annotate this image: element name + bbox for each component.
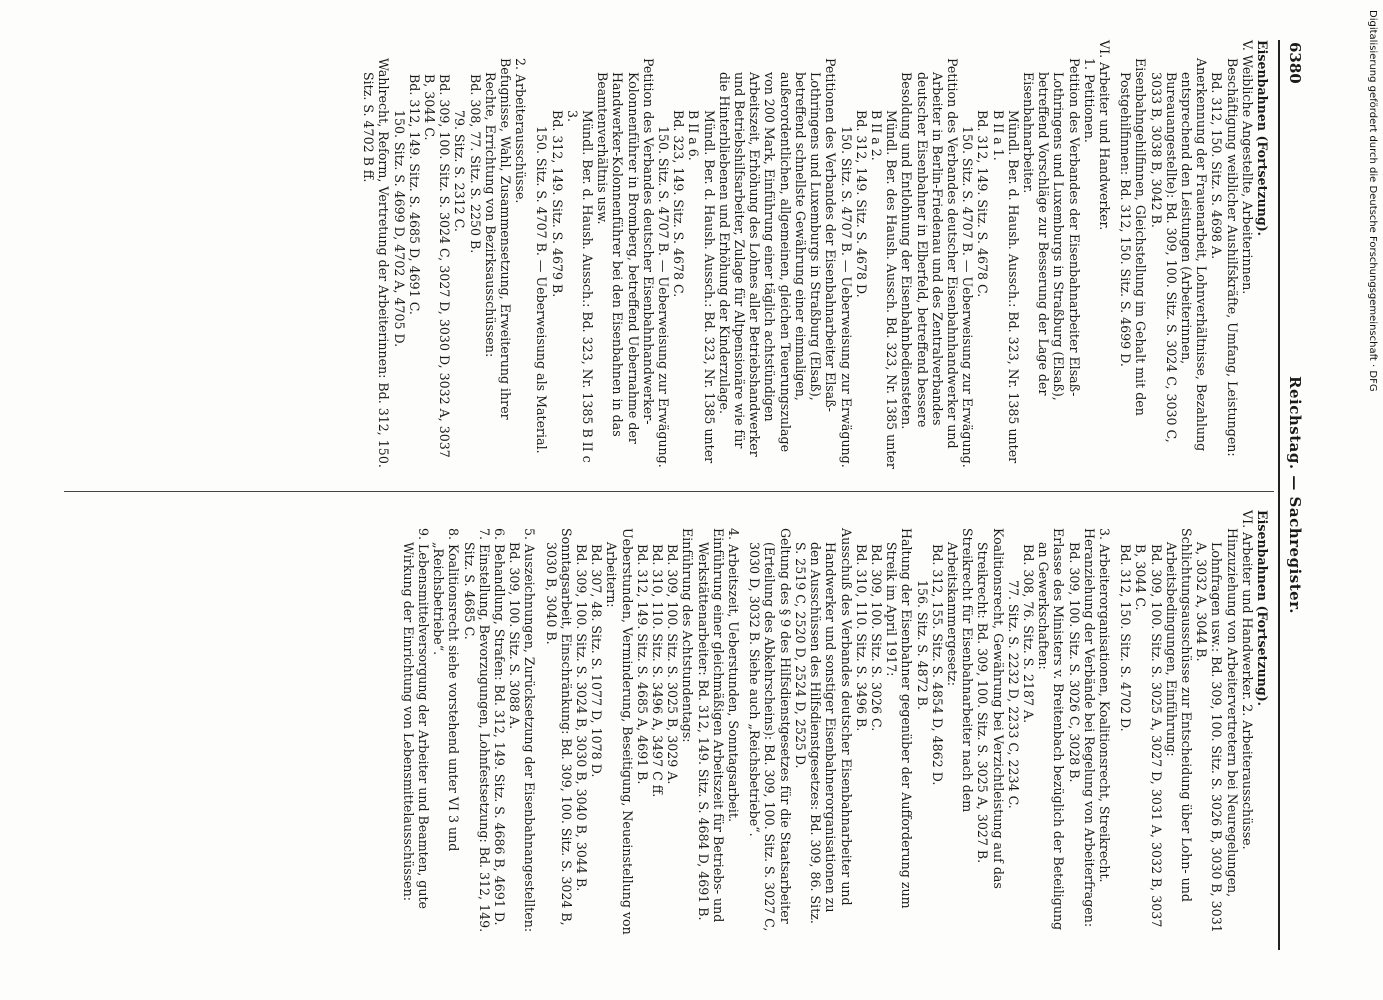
register-entry: 5. Auszeichnungen, Zurücksetzung der Eisenbahnangestellten: Bd. 309, 100. Sitz. S. 3088 A. bbox=[507, 528, 538, 933]
register-entry: Geltung des § 9 des Hilfsdienstgesetzes für die Staatsarbeiter (Erteilung des Abkehrscheins): Bd. 309, 100. Sitz. S. 3027 C, 3030 D, 3032 B. Siehe auch „Reichsbetriebe“. bbox=[747, 528, 793, 932]
register-entry: Mündl. Ber. d. Haush. Aussch.: Bd. 323, Nr. 1385 B II c 3. bbox=[564, 110, 596, 463]
register-entry: Eisenbahngehilfinnen, Gleichstellung im Gehalt mit den Postgehilfinnen: Bd. 312, 150. Sitz. S. 4699 D. bbox=[1118, 58, 1149, 416]
register-entry: Bd. 308, 77. Sitz. S. 2250 B. bbox=[467, 74, 483, 254]
register-entry: Bd. 323, 149. Sitz. S. 4678 C. bbox=[671, 110, 687, 298]
register-entry: Bd. 312, 149. Sitz. S. 4678 C. bbox=[975, 110, 991, 298]
rotated-page-content bbox=[60, 40, 1310, 950]
register-entry: Schlichtungsausschüsse zur Entscheidung über Lohn- und Arbeitsbedingungen, Einführung: bbox=[1163, 528, 1194, 902]
register-entry: 2. Arbeiterausschüsse. bbox=[513, 58, 529, 204]
register-entry: Bd. 309, 100. Sitz. S. 3025 B, 3029 A. bbox=[665, 544, 681, 785]
digitization-note bbox=[1362, 10, 1380, 990]
register-entry: VI. Arbeiter und Handwerker. bbox=[1096, 40, 1112, 231]
register-entry: 150. Sitz. S. 4707 B. — Ueberweisung zur Erwägung. bbox=[960, 126, 976, 468]
register-entry: Wahlrecht, Reform, Vertretung der Arbeiterinnen: Bd. 312, 150. Sitz. S. 4702 B ff. bbox=[361, 58, 392, 468]
register-entry: 8. Koalitionsrecht siehe vorstehend unter VI 3 und „Reichsbetriebe“. bbox=[431, 528, 462, 852]
register-entry: Einführung einer gleichmäßigen Arbeitszeit für Betriebs- und Werkstättenarbeiter: Bd. 312, 149. Sitz. S. 4684 D, 4691 B. bbox=[695, 528, 726, 923]
register-entry: Befugnisse, Wahl, Zusammensetzung, Erweiterung ihrer Rechte, Errichtung von Bezirksausschüssen: bbox=[482, 58, 514, 420]
register-entry: Bd. 309, 100. Sitz. S. 3026 C. bbox=[868, 544, 884, 732]
register-entry: Eisenbahnen (Fortsetzung). bbox=[1255, 40, 1270, 237]
register-entry: Bd. 308, 76. Sitz. S. 2187 A. bbox=[1020, 544, 1036, 724]
register-entry: Mündl. Ber. d. Haush. Aussch.: Bd. 323, Nr. 1385 unter B II a 6. bbox=[686, 110, 717, 464]
register-entry: Bd. 312, 149. Sitz. S. 4679 B. bbox=[549, 110, 565, 298]
register-entry: Bd. 307, 48. Sitz. S. 1077 D, 1078 D. bbox=[589, 544, 605, 778]
right-column bbox=[401, 510, 1270, 940]
register-entry: Ueberstunden, Verminderung, Beseitigung, Neueinstellung von Arbeitern: bbox=[604, 528, 635, 935]
register-entry: Petitionen des Verbandes der Eisenbahnarbeiter Elsaß-Lothringens und Luxemburgs in Straßburg (Elsaß), betreffend schnellste Gewährung einer einmaligen, außerordentlichen, allgemeinen, gleichen Teuerungszulage von 200 Mark, Einführung einer täglich achtstündigen Arbeitszeit, Erhöhung des Lohnes aller Betriebshandwerker und Betriebshilfsarbeiter, Zulage für Altpensionäre wie für die Hinterbliebenen und Erhöhung der Kinderzulage. bbox=[716, 58, 839, 457]
register-entry: Bd. 310, 110. Sitz. S. 3496 A, 3497 C ff. bbox=[650, 544, 666, 798]
register-entry: Bd. 309, 100. Sitz. S. 3025 A, 3027 D, 3031 A, 3032 B, 3037 B, 3044 C. bbox=[1133, 544, 1164, 928]
register-entry: 1. Petitionen. bbox=[1081, 58, 1097, 143]
register-entry: 79. Sitz. S. 2312 C. bbox=[452, 110, 468, 232]
register-entry: Koalitionsrecht, Gewährung bei Verzichtleistung auf das Streikrecht: Bd. 309, 100. Sitz. S. 3025 A, 3027 B. bbox=[975, 528, 1006, 889]
register-entry: Bd. 312, 149. Sitz. S. 4685 D, 4691 C. bbox=[406, 74, 422, 315]
register-entry: VI. Arbeiter und Handwerker. 2. Arbeiterausschüsse. bbox=[1239, 510, 1255, 850]
register-entry: 156. Sitz. S. 4872 B. bbox=[914, 580, 930, 710]
register-entry: 7. Einstellung, Bevorzugungen, Lohnfestsetzung: Bd. 312, 149. Sitz. S. 4685 C. bbox=[461, 528, 492, 933]
register-entry: Sonntagsarbeit, Einschränkung: Bd. 309, 100. Sitz. S. 3024 B, 3030 B, 3040 B. bbox=[543, 528, 574, 926]
digitization-note-text: Digitalisierung gefördert durch die Deutsche Forschungsgemeinschaft · DFG bbox=[1367, 10, 1378, 392]
register-entry: Mündl. Ber. des Haush. Aussch. Bd. 323, Nr. 1385 unter B II a 2. bbox=[868, 110, 900, 469]
register-entry: Bd. 309, 100. Sitz. S. 3024 B, 3030 B, 3040 B, 3044 B. bbox=[574, 544, 590, 892]
register-entry: Petition des Verbandes der Eisenbahnarbeiter Elsaß-Lothringens und Luxemburgs in Straßburg (Elsaß), betreffend Vorschläge zur Besserung der Lage der Eisenbahnarbeiter. bbox=[1020, 58, 1082, 401]
register-entry: Anerkennung der Frauenarbeit, Lohnverhältnisse, Bezahlung entsprechend den Leistungen (Arbeiterinnen, Bureauangestellte): Bd. 309, 100. Sitz. S. 3024 C, 3030 C, 3033 B, 3038 B, 3042 B. bbox=[1148, 58, 1210, 452]
register-entry: Bd. 312, 155. Sitz. S. 4854 D, 4862 D. bbox=[929, 544, 945, 786]
header-rule bbox=[1278, 40, 1280, 950]
page-header bbox=[1276, 40, 1310, 950]
register-entry: 150. Sitz. S. 4707 B. — Ueberweisung zur Erwägung. bbox=[838, 126, 854, 468]
register-entry: 150. Sitz. S. 4707 B. — Ueberweisung als Material. bbox=[534, 126, 550, 454]
register-entry: Eisenbahnen (Fortsetzung). bbox=[1255, 510, 1270, 707]
register-entry: Beschäftigung weiblicher Aushilfskräfte, Umfang, Leistungen: Bd. 312, 150. Sitz. S. 4698 A. bbox=[1209, 58, 1240, 457]
register-entry: Haltung der Eisenbahner gegenüber der Aufforderung zum Streik im April 1917: bbox=[884, 528, 915, 909]
register-entry: Petition des Verbandes deutscher Eisenbahnhandwerker und Arbeiter in Berlin-Friedenau und des Zentralverbandes deutscher Eisenbahner in Elberfeld, betreffend bessere Besoldung und Entlohnung der Eisenbahnbediensteten. bbox=[899, 58, 960, 449]
register-entry: Heranziehung der Verbände bei Regelung von Arbeiterfragen: Bd. 309, 100. Sitz. S. 3026 C, 3028 B. bbox=[1066, 528, 1097, 928]
register-entry: Bd. 309, 100. Sitz. S. 3024 C, 3027 D, 3030 D, 3032 A, 3037 B, 3044 C. bbox=[422, 74, 453, 458]
column-divider bbox=[64, 491, 1274, 492]
register-entry: Hinzuziehung von Arbeitervertretern bei Neuregelungen, Lohnfragen usw.: Bd. 309, 100. Sitz. S. 3026 B, 3030 B, 3031 A, 3032 A, 3044 B. bbox=[1194, 528, 1240, 933]
register-entry: Mündl. Ber. d. Haush. Aussch.: Bd. 323, Nr. 1385 unter B II a 1. bbox=[990, 110, 1021, 464]
register-entry: Petition des Verbandes deutscher Eisenbahnhandwerker-Kolonnenführer in Bromberg, betreffend Uebernahme der Handwerker-Kolonnenführer bei den Eisenbahnen in das Beamtenverhältnis usw. bbox=[595, 58, 656, 444]
register-entry: 77. Sitz. S. 2232 D, 2233 C, 2234 C. bbox=[1005, 580, 1021, 809]
register-entry: 9. Lebensmittelversorgung der Arbeiter und Beamten, gute Wirkung der Einrichtung von Lebensmittelausschüssen: bbox=[400, 528, 432, 909]
running-title: Reichstag. — Sachregister. bbox=[1286, 376, 1304, 614]
register-entry: Ausschuß des Verbandes deutscher Eisenbahnarbeiter und Handwerker und sonstiger Eisenbahnerorganisationen zu den Ausschüssen des Hilfsdienstgesetzes: Bd. 309, 86. Sitz. S. 2519 C, 2520 D, 2524 D, 2525 D. bbox=[792, 528, 854, 924]
register-entry: Bd. 310, 110. Sitz. S. 3496 B. bbox=[853, 544, 869, 732]
register-entry: 150. Sitz. S. 4707 B. — Ueberweisung zur Erwägung. bbox=[656, 126, 672, 468]
page-number: 6380 bbox=[1286, 42, 1304, 84]
register-entry: Bd. 312, 150. Sitz. S. 4702 D. bbox=[1118, 544, 1134, 732]
left-column bbox=[361, 40, 1270, 470]
register-entry: Erlasse des Ministers v. Breitenbach bezüglich der Beteiligung an Gewerkschaften: bbox=[1036, 528, 1067, 931]
register-entry: Bd. 312, 149. Sitz. S. 4678 D. bbox=[853, 110, 869, 298]
register-entry: 6. Behandlung, Strafen: Bd. 312, 149. Sitz. S. 4686 B, 4691 D. bbox=[492, 528, 508, 926]
register-entry: V. Weibliche Angestellte, Arbeiterinnen. bbox=[1239, 40, 1255, 295]
register-entry: Streikrecht für Eisenbahnarbeiter nach dem Arbeitskammergesetz: bbox=[944, 528, 976, 813]
register-entry: Bd. 312, 149. Sitz. S. 4685 A, 4691 B. bbox=[634, 544, 650, 785]
register-entry: 4. Arbeitszeit, Ueberstunden, Sonntagsarbeit. bbox=[726, 528, 742, 823]
register-entry: 3. Arbeiterorganisationen, Koalitionsrecht, Streikrecht. bbox=[1096, 528, 1112, 883]
register-entry: Einführung des Achtstundentags: bbox=[680, 528, 696, 743]
register-entry: 150. Sitz. S. 4699 D, 4702 A, 4705 D. bbox=[391, 110, 407, 348]
